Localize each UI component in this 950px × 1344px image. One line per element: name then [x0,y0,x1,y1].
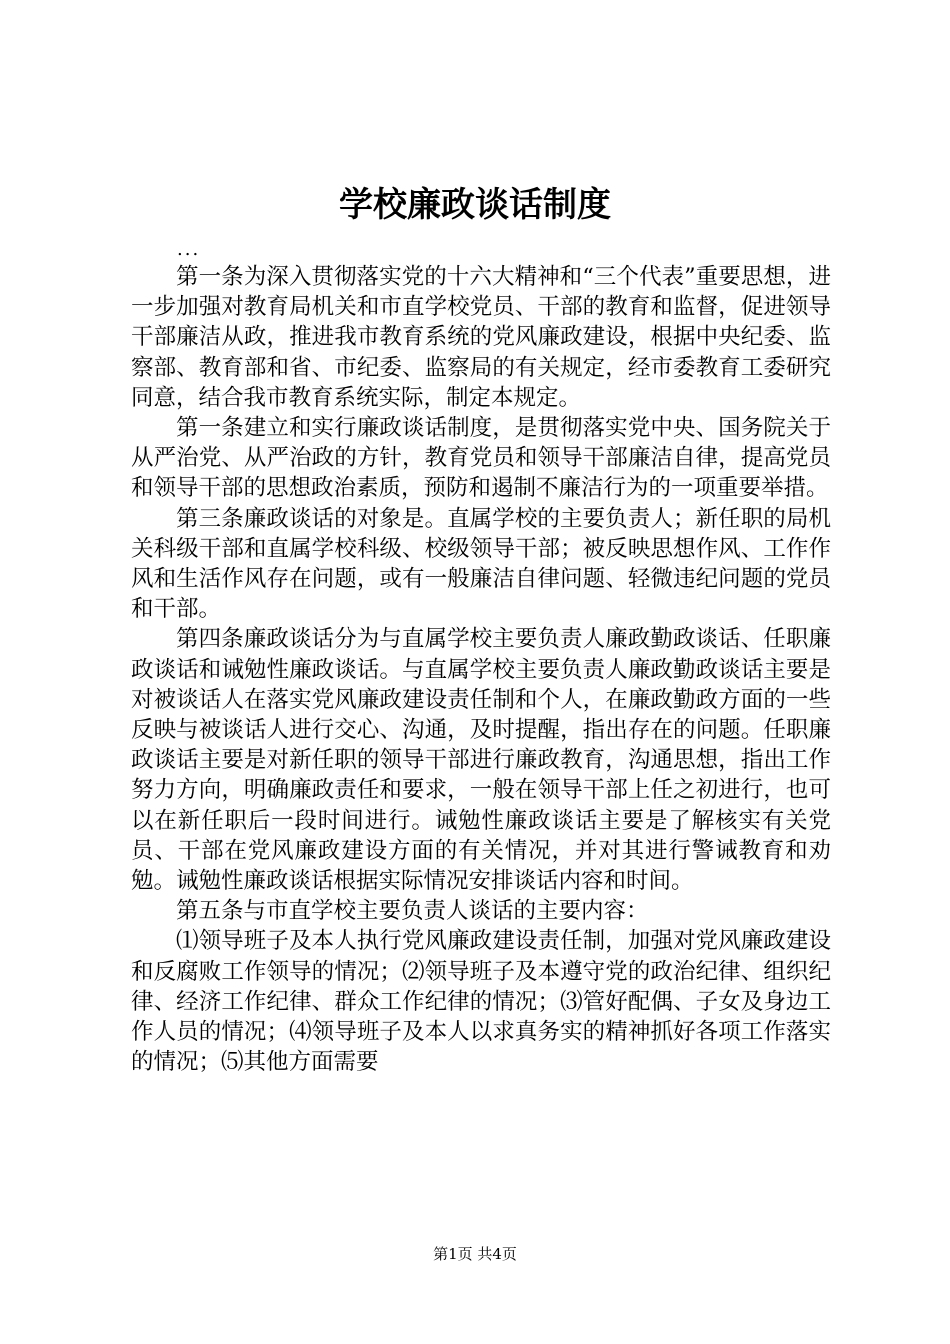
paragraph-article-4: 第四条廉政谈话分为与直属学校主要负责人廉政勤政谈话、任职廉政谈话和诫勉性廉政谈话。与直属学校主要负责人廉政勤政谈话主要是对被谈话人在落实党风廉政建设责任制和个人，在廉政勤政方面的一些反映与被谈话人进行交心、沟通，及时提醒，指出存在的问题。任职廉政谈话主要是对新任职的领导干部进行廉政教育，沟通思想，指出工作努力方向，明确廉政责任和要求，一般在领导干部上任之初进行，也可以在新任职后一段时间进行。诫勉性廉政谈话主要是了解核实有关党员、干部在党风廉政建设方面的有关情况，并对其进行警诫教育和劝勉。诫勉性廉政谈话根据实际情况安排谈话内容和时间。 [131,626,831,895]
paragraph-article-2: 第一条建立和实行廉政谈话制度，是贯彻落实党中央、国务院关于从严治党、从严治政的方针，教育党员和领导干部廉洁自律，提高党员和领导干部的思想政治素质，预防和遏制不廉洁行为的一项重要举措。 [131,415,831,502]
paragraph-article-1: 第一条为深入贯彻落实党的十六大精神和“三个代表”重要思想，进一步加强对教育局机关和市直学校党员、干部的教育和监督，促进领导干部廉洁从政，推进我市教育系统的党风廉政建设，根据中央纪委、监察部、教育部和省、市纪委、监察局的有关规定，经市委教育工委研究同意，结合我市教育系统实际，制定本规定。 [131,264,831,411]
paragraph-article-5: 第五条与市直学校主要负责人谈话的主要内容： [176,898,649,925]
document-title: 学校廉政谈话制度 [339,185,611,225]
paragraph-article-5-items: ⑴领导班子及本人执行党风廉政建设责任制，加强对党风廉政建设和反腐败工作领导的情况；⑵领导班子及本遵守党的政治纪律、组织纪律、经济工作纪律、群众工作纪律的情况；⑶管好配偶、子女及身边工作人员的情况；⑷领导班子及本人以求真务实的精神抓好各项工作落实的情况；⑸其他方面需要 [131,928,831,1076]
document-body [131,262,831,1077]
page-footer: 第1页 共4页 [433,1245,517,1263]
ellipsis-mark: ... [177,239,201,260]
paragraph-article-3: 第三条廉政谈话的对象是。直属学校的主要负责人；新任职的局机关科级干部和直属学校科级、校级领导干部；被反映思想作风、工作作风和生活作风存在问题，或有一般廉洁自律问题、轻微违纪问题的党员和干部。 [131,505,831,623]
